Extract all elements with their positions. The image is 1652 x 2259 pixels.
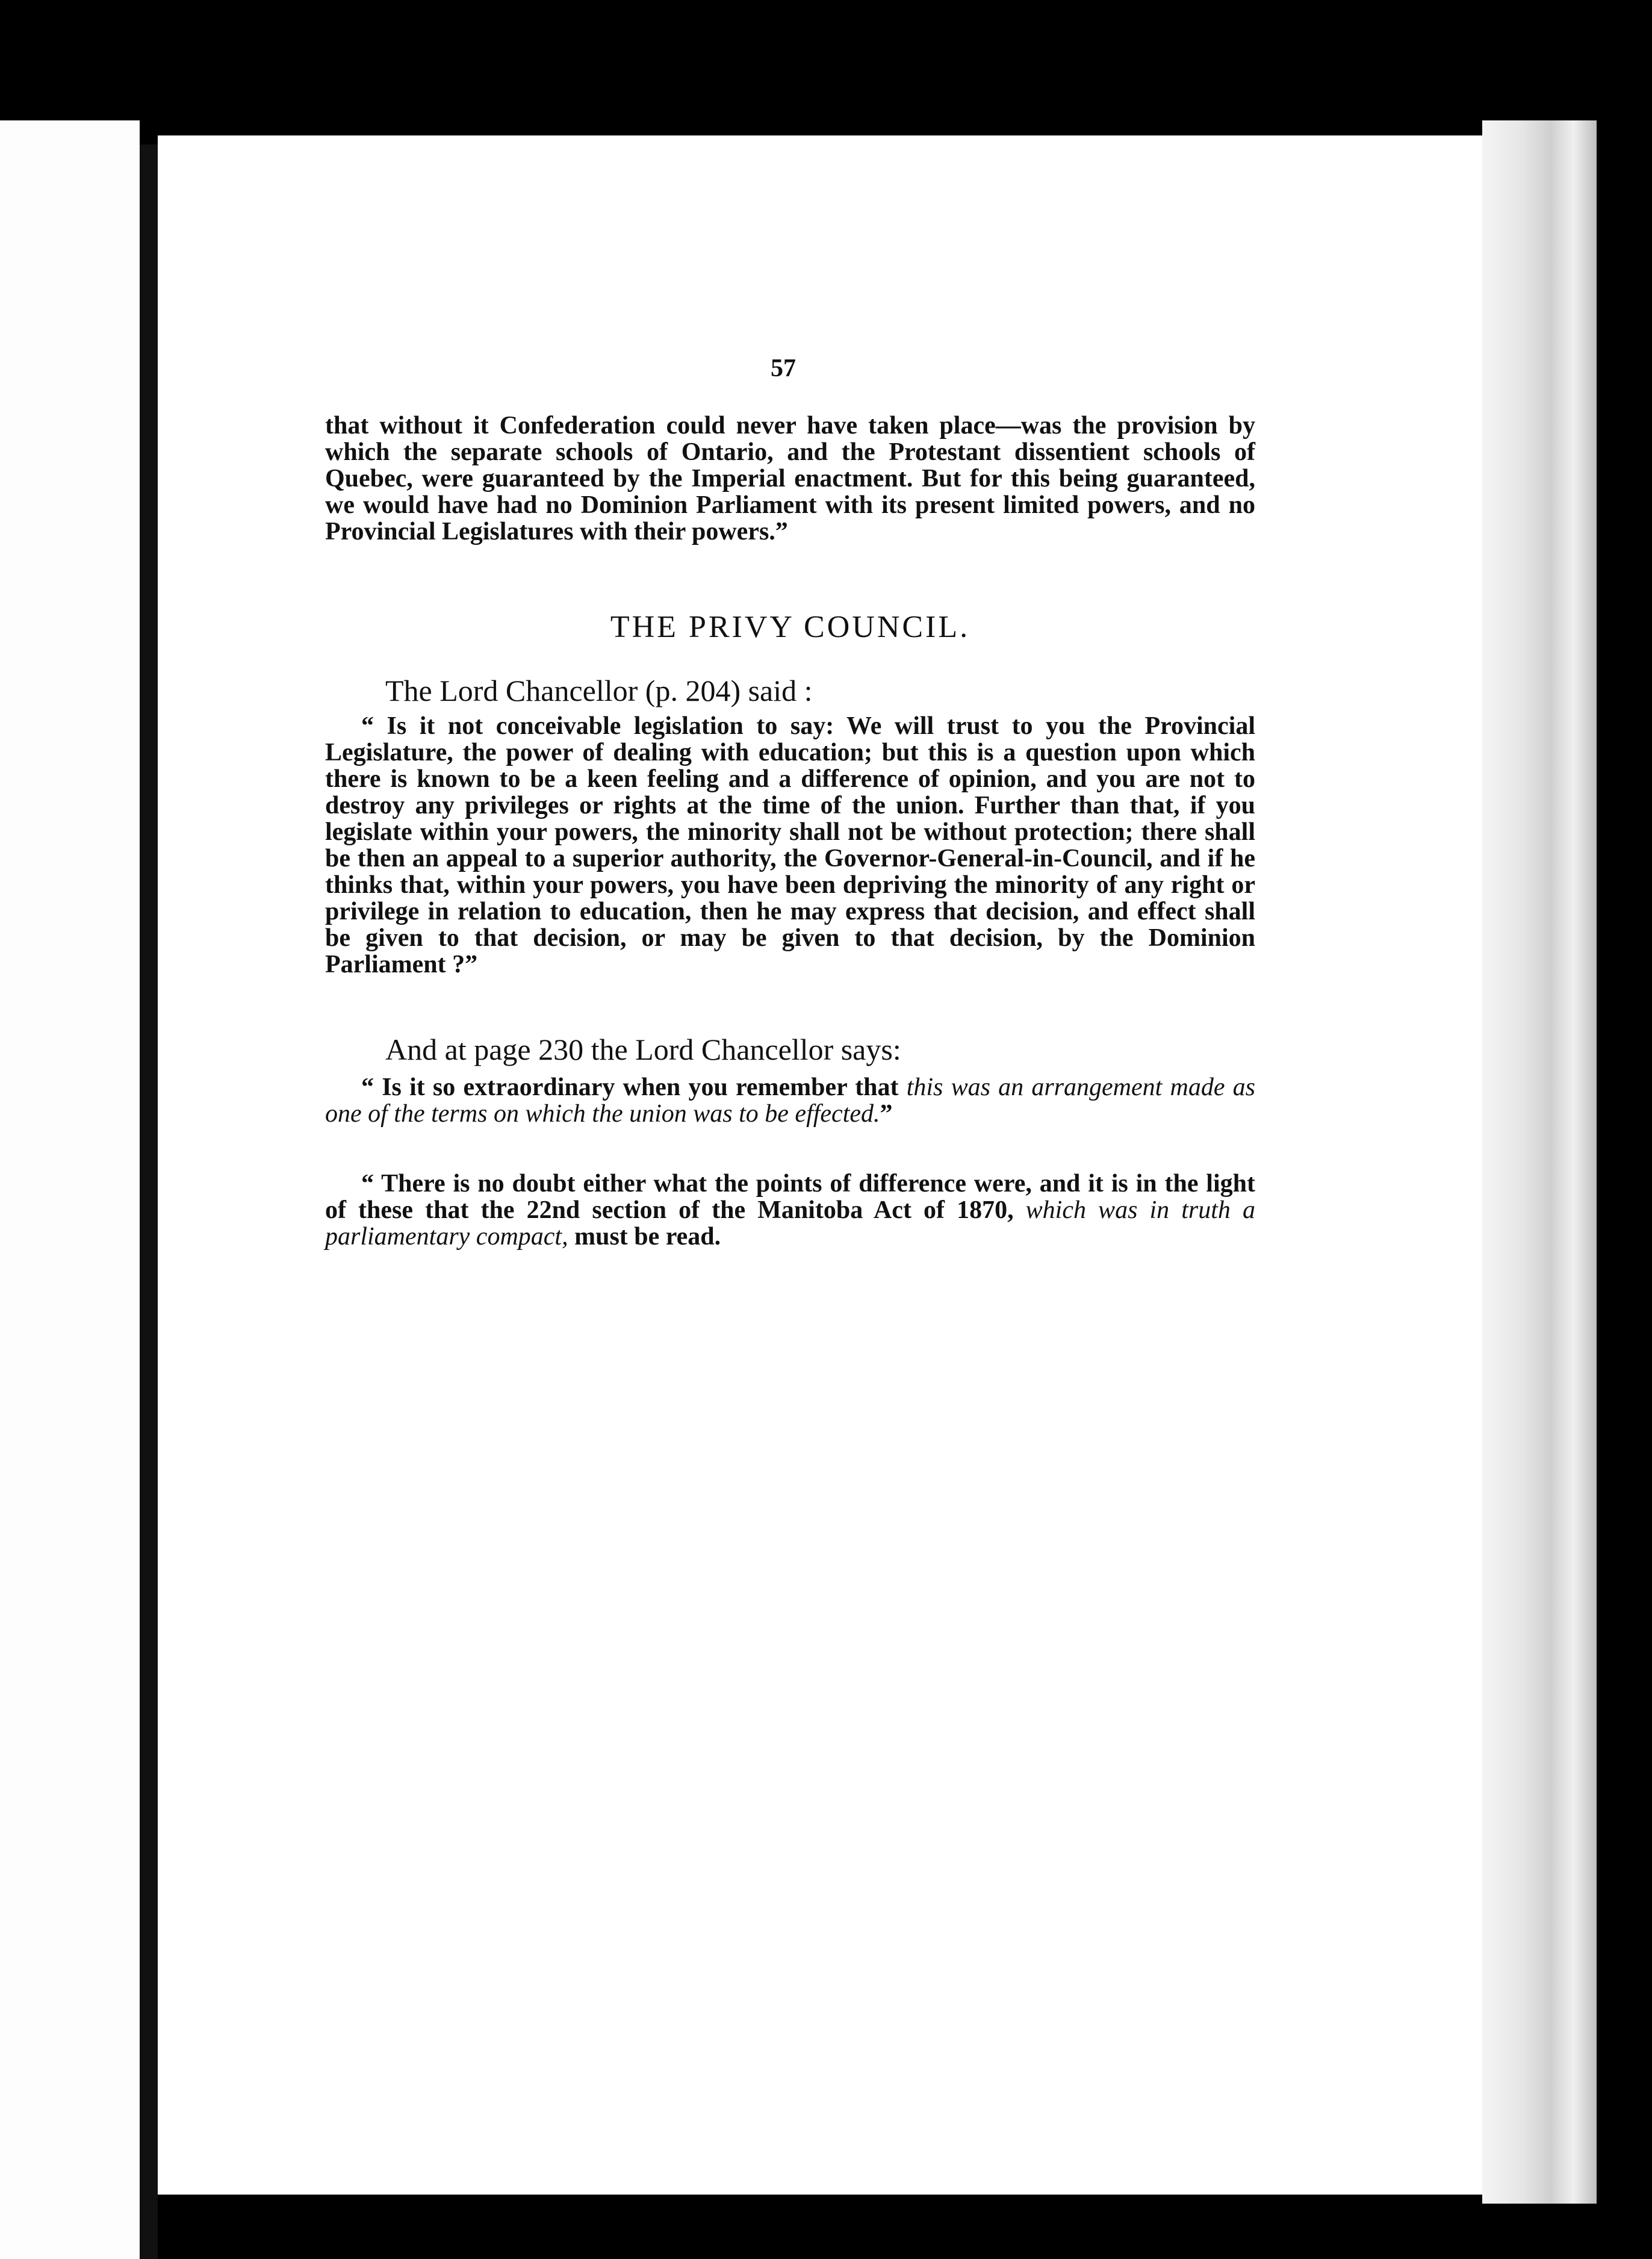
book-gutter — [140, 144, 158, 2259]
quote-extraordinary — [325, 1074, 1255, 1127]
quote-manitoba-text: “ There is no doubt either what the points of difference were, and it is in the light of these that the 22nd section of the Manitoba Act of 1870, — [325, 1170, 1255, 1224]
intro-lord-chancellor-230: And at page 230 the Lord Chancellor says: — [385, 1033, 901, 1066]
quote-extraordinary-close: ” — [880, 1100, 893, 1128]
section-heading: THE PRIVY COUNCIL. — [610, 610, 970, 644]
quote-extraordinary-text: “ Is it so extraordinary when you remember that — [361, 1074, 907, 1101]
quote-extraordinary-italic: this was an arrangement made as one of the terms on which the union was to be effected. — [325, 1074, 1255, 1128]
quote-manitoba-italic: which was in truth a parliamentary compact, — [325, 1196, 1255, 1251]
intro-lord-chancellor-204: The Lord Chancellor (p. 204) said : — [385, 674, 813, 707]
facing-page-edge — [0, 120, 140, 2259]
quote-lord-chancellor-204: “ Is it not conceivable legislation to say: We will trust to you the Provincial Legislature, the power of dealing with education; but this is a question upon which there is known to be a keen feeling and a difference of opinion, and you are not to destroy any privileges or rights at the time of the union. Further than that, if you legislate within your powers, the minority shall not be without protection; there shall be then an appeal to a superior authority, the Governor-General-in-Council, and if he thinks that, within your powers, you have been depriving the minority of any right or privilege in relation to education, then he may express that decision, and effect shall be given to that decision, or may be given to that decision, by the Dominion Parliament ?” — [325, 712, 1255, 978]
continuation-paragraph: that without it Confederation could never have taken place—was the provision by which the separate schools of Ontario, and the Protestant dissentient schools of Quebec, were guaranteed by the Imperial enactment. But for this being guaranteed, we would have had no Dominion Parliament with its present limited powers, and no Provincial Legislatures with their powers.” — [325, 412, 1255, 545]
page-leaves-edge — [1482, 120, 1597, 2204]
page-number: 57 — [771, 355, 796, 382]
quote-manitoba-act — [325, 1170, 1255, 1250]
quote-manitoba-end: must be read. — [568, 1223, 721, 1251]
